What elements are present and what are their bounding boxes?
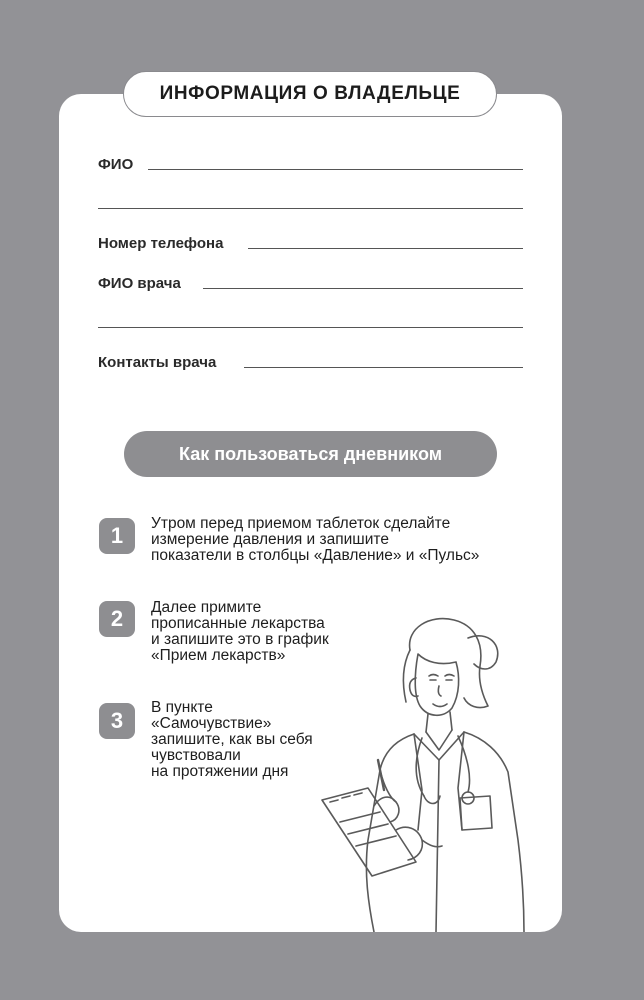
full-name-label: ФИО: [98, 156, 134, 173]
step-3-number: 3: [99, 703, 135, 739]
step-1-text: Утром перед приемом таблеток сделайте измерение давления и запишите показатели в столбцы «Давление» и «Пульс»: [151, 515, 480, 564]
full-name-line-2[interactable]: [98, 208, 523, 209]
step-3-text: В пункте «Самочувствие» запишите, как вы себя чувствовали на протяжении дня: [151, 699, 313, 780]
step-1-number: 1: [99, 518, 135, 554]
doctor-illustration: [318, 610, 548, 932]
phone-label: Номер телефона: [98, 235, 224, 252]
doctor-name-line[interactable]: [203, 288, 523, 289]
doctor-contacts-line[interactable]: [244, 367, 523, 368]
step-2-text: Далее примите прописанные лекарства и запишите это в график «Прием лекарств»: [151, 599, 329, 664]
phone-line[interactable]: [248, 248, 523, 249]
doctor-contacts-label: Контакты врача: [98, 354, 217, 371]
full-name-line[interactable]: [148, 169, 523, 170]
doctor-name-line-2[interactable]: [98, 327, 523, 328]
owner-info-title: ИНФОРМАЦИЯ О ВЛАДЕЛЬЦЕ: [123, 71, 497, 117]
doctor-name-label: ФИО врача: [98, 275, 181, 292]
instructions-title: Как пользоваться дневником: [124, 431, 497, 477]
step-2-number: 2: [99, 601, 135, 637]
